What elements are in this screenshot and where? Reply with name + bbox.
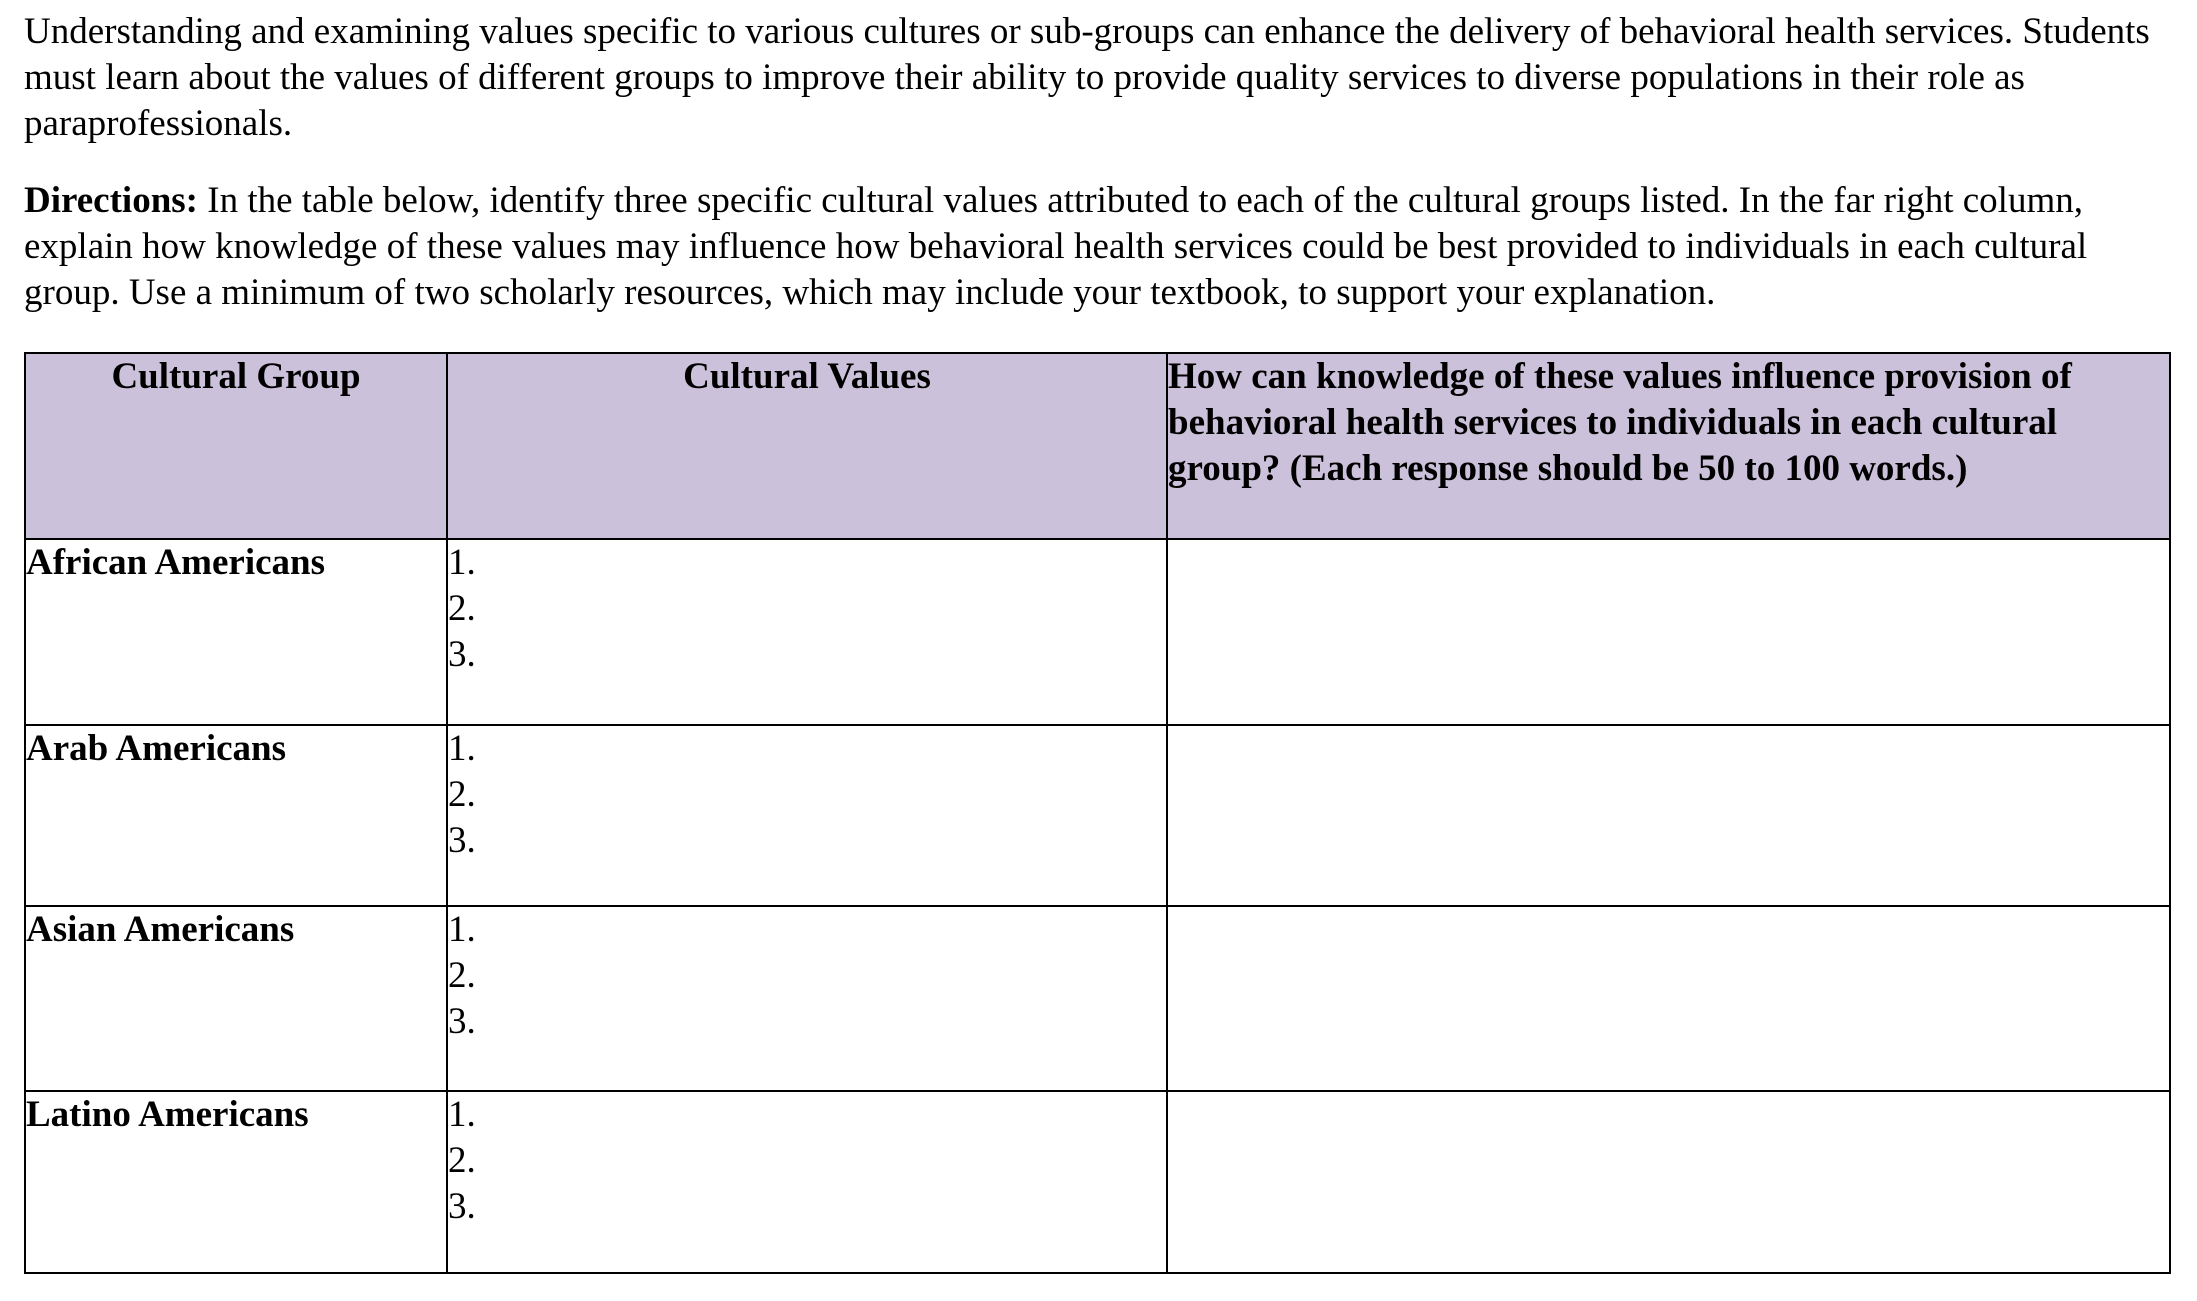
document-body — [24, 0, 2174, 316]
group-cell: Arab Americans — [25, 725, 447, 906]
response-cell[interactable] — [1167, 1091, 2170, 1273]
value-number: 2. — [448, 1140, 476, 1181]
value-number: 1. — [448, 1094, 476, 1135]
value-number: 1. — [448, 728, 476, 769]
value-number: 3. — [448, 1186, 476, 1227]
values-cell[interactable] — [447, 725, 1167, 906]
directions-paragraph — [24, 178, 2174, 316]
table-row — [25, 906, 2170, 1091]
cultural-values-table — [24, 352, 2171, 1274]
value-number: 2. — [448, 588, 476, 629]
response-cell[interactable] — [1167, 906, 2170, 1091]
value-number: 1. — [448, 542, 476, 583]
response-cell[interactable] — [1167, 725, 2170, 906]
header-cultural-values: Cultural Values — [447, 353, 1167, 539]
value-number: 3. — [448, 634, 476, 675]
header-question: How can knowledge of these values influence provision of behavioral health services to individuals in each cultural group? (Each response should be 50 to 100 words.) — [1167, 353, 2170, 539]
value-number: 2. — [448, 774, 476, 815]
values-cell[interactable] — [447, 1091, 1167, 1273]
header-cultural-group: Cultural Group — [25, 353, 447, 539]
values-cell[interactable] — [447, 906, 1167, 1091]
value-number: 2. — [448, 955, 476, 996]
intro-paragraph: Understanding and examining values specific to various cultures or sub-groups can enhance the delivery of behavioral health services. Students must learn about the values of different groups to improve their ability to provide quality services to diverse populations in their role as paraprofessionals. — [24, 11, 2150, 144]
values-cell[interactable] — [447, 539, 1167, 725]
group-cell: Asian Americans — [25, 906, 447, 1091]
directions-text: In the table below, identify three specific cultural values attributed to each of the cultural groups listed. In the far right column, explain how knowledge of these values may influence how behavioral health services could be best provided to individuals in each cultural group. Use a minimum of two scholarly resources, which may include your textbook, to support your explanation. — [24, 180, 2088, 313]
directions-label: Directions: — [24, 180, 198, 221]
value-number: 3. — [448, 820, 476, 861]
group-cell: African Americans — [25, 539, 447, 725]
table-row — [25, 539, 2170, 725]
value-number: 3. — [448, 1001, 476, 1042]
table-header-row — [25, 353, 2170, 539]
table-row — [25, 1091, 2170, 1273]
response-cell[interactable] — [1167, 539, 2170, 725]
group-cell: Latino Americans — [25, 1091, 447, 1273]
value-number: 1. — [448, 909, 476, 950]
table-row — [25, 725, 2170, 906]
